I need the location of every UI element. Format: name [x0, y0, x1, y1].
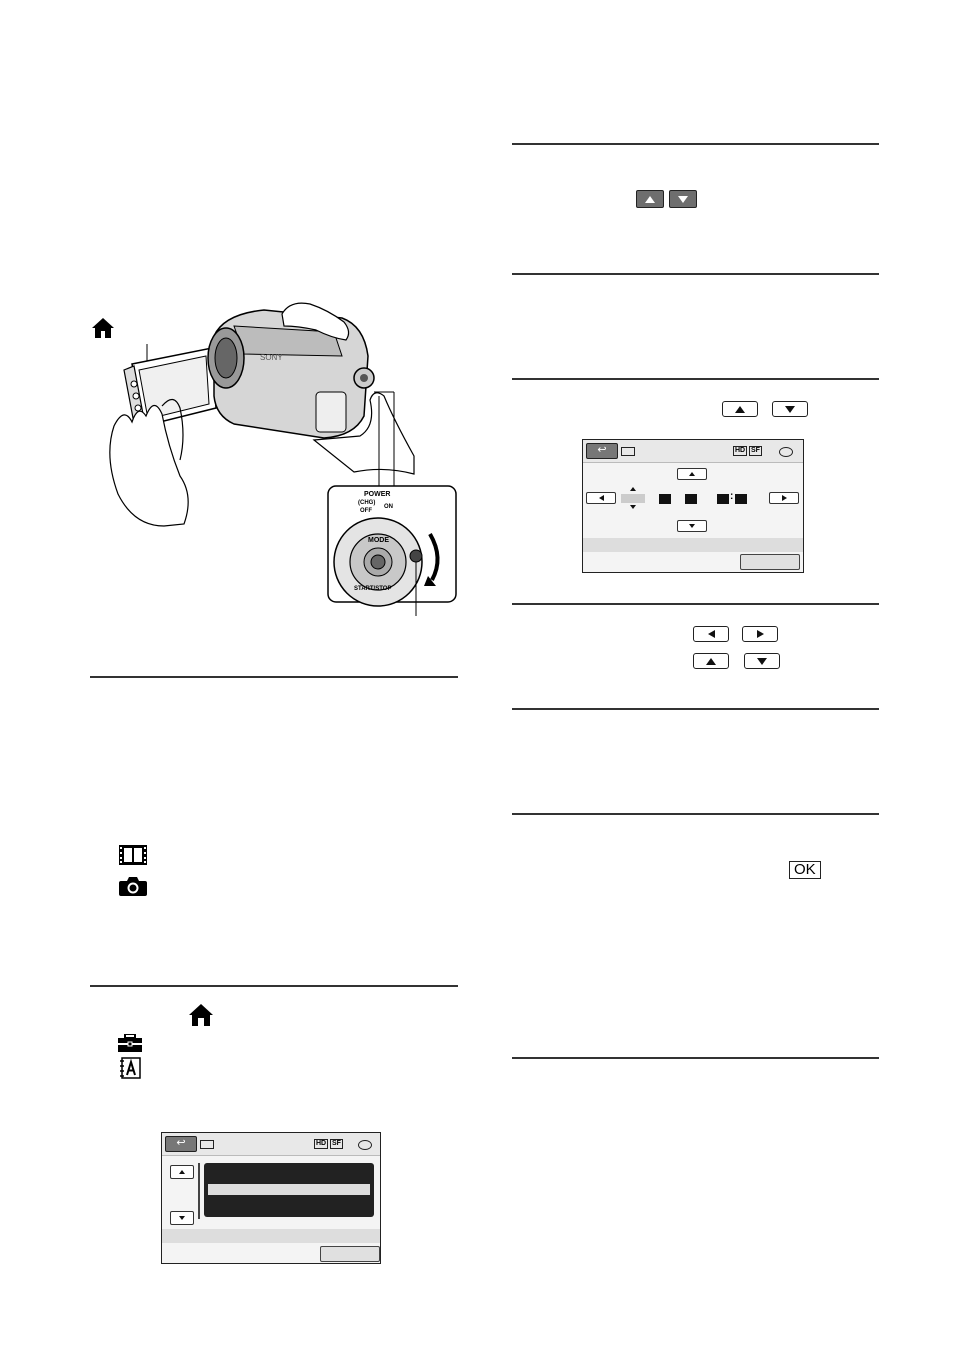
svg-text:OFF: OFF [360, 508, 372, 514]
down-button[interactable] [669, 190, 697, 208]
divider-rule [512, 603, 879, 605]
hd-badge: HD [316, 1140, 327, 1147]
home-icon [189, 1004, 213, 1026]
divider-rule [512, 708, 879, 710]
camcorder-drawing [84, 296, 464, 626]
field-up-mark [630, 487, 636, 491]
film-icon [119, 845, 147, 865]
camera-icon [119, 876, 147, 896]
battery-icon [200, 1140, 214, 1149]
left-button[interactable] [693, 626, 729, 642]
down-button[interactable] [772, 401, 808, 417]
date-field[interactable] [659, 494, 671, 504]
battery-icon [621, 447, 635, 456]
divider-rule [512, 143, 879, 145]
lcd-bottom-bar [583, 538, 803, 552]
divider-rule [512, 1057, 879, 1059]
field-left-button[interactable] [586, 492, 616, 504]
scroll-down-button[interactable] [170, 1211, 194, 1225]
sf-badge: SF [332, 1140, 341, 1147]
divider-rule [512, 378, 879, 380]
up-button[interactable] [636, 190, 664, 208]
language-icon [119, 1057, 141, 1079]
down-button[interactable] [744, 653, 780, 669]
date-field[interactable] [685, 494, 697, 504]
divider-rule [90, 985, 458, 987]
svg-text:SONY: SONY [260, 353, 283, 362]
scroll-up-button[interactable] [170, 1165, 194, 1179]
up-button[interactable] [693, 653, 729, 669]
scrollbar[interactable] [198, 1163, 200, 1219]
return-button[interactable]: ↩ [165, 1136, 197, 1152]
toolbox-icon [118, 1034, 142, 1052]
field-down-mark [630, 505, 636, 509]
disc-icon [358, 1140, 372, 1150]
value-up-button[interactable] [677, 468, 707, 480]
divider-rule [90, 676, 458, 678]
camera-illustration [84, 296, 464, 626]
svg-text:START/STOP: START/STOP [354, 586, 392, 592]
hour-field[interactable] [717, 494, 729, 504]
value-down-button[interactable] [677, 520, 707, 532]
lcd-date-screen [582, 439, 804, 573]
menu-item-selected[interactable] [208, 1184, 370, 1195]
right-button[interactable] [742, 626, 778, 642]
disc-icon [779, 447, 793, 457]
lcd-menu-screen [161, 1132, 381, 1264]
svg-text:(CHG): (CHG) [358, 500, 376, 506]
lcd-bottom-bar [162, 1229, 380, 1243]
field-right-button[interactable] [769, 492, 799, 504]
ok-button[interactable] [740, 554, 800, 570]
ok-button[interactable]: OK [789, 861, 821, 879]
time-separator: : [730, 491, 734, 502]
date-field-selected[interactable] [621, 494, 645, 503]
svg-text:POWER: POWER [364, 491, 391, 498]
svg-text:MODE: MODE [368, 537, 389, 544]
ok-button[interactable] [320, 1246, 380, 1262]
svg-text:ON: ON [384, 504, 393, 510]
return-button[interactable]: ↩ [586, 443, 618, 459]
divider-rule [512, 273, 879, 275]
minute-field[interactable] [735, 494, 747, 504]
up-button[interactable] [722, 401, 758, 417]
hd-badge: HD [735, 447, 746, 454]
sf-badge: SF [751, 447, 760, 454]
home-icon [92, 318, 114, 338]
divider-rule [512, 813, 879, 815]
